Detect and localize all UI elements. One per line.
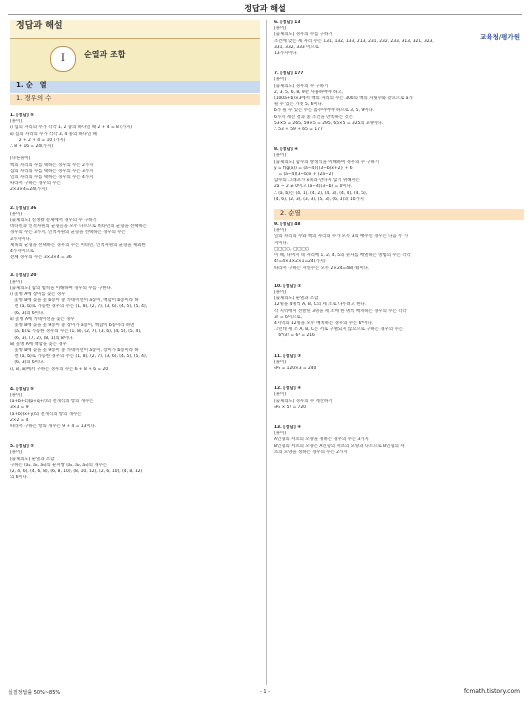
text-line: [풀이] [274, 431, 286, 437]
text-line: [풀이] [274, 359, 286, 365]
left-column [10, 20, 260, 481]
text-line: 6⁴/3! = 6³ = 216 [274, 333, 315, 339]
page-number: - 1 - [260, 689, 270, 695]
text-line: 각 지역에서 선발된 3명을 세 조에 한 명씩 배치하는 경우의 수는 각각 [274, 308, 407, 314]
right-column [274, 20, 524, 456]
question-header: 11. [정답] ③ [274, 353, 302, 359]
text-line: (6, 3)의 6이다. [10, 310, 45, 316]
text-line: (a, b)로 가능한 경우의 수는 (1, 8), (2, 7), (3, 6), (4, 5), (5, 4), [10, 329, 142, 335]
text-line: 따라서 구하는 항의 개수는 9 + 4 = 13이다. [10, 423, 97, 429]
text-line: ⅱ) 꽃병 A에 카네이션을 꽂는 경우 [10, 316, 75, 322]
chapter-number: I [50, 46, 76, 72]
text-line: ⅰ), ⅱ), ⅲ)에서 구하는 경우의 수는 6 + 8 + 6 = 20 [10, 366, 109, 372]
text-line: B인형의 서츠의 모양은 A인형의 셔츠의 모양과 다르므로 B인형의 셔 [274, 443, 405, 449]
text-line: A인형의 서츠의 모양을 정하는 경우의 수는 3가지 [274, 437, 369, 443]
text-line: [풀이] [274, 153, 286, 159]
text-line: 3×3 = 9 [10, 405, 29, 411]
text-line: [풀이] [10, 392, 22, 398]
text-line: 츠의 모양을 정하는 경우의 수는 2가지 [274, 449, 348, 455]
text-line: [풀이] [10, 119, 22, 125]
text-line: 4!=4×3×2×1=24(가지) [274, 259, 326, 265]
text-line: 53×5 = 265, 59×5 = 295, 65×5 = 325의 3개이다. [274, 120, 383, 126]
text-line: 331, 332, 333 이므로 [274, 44, 319, 50]
text-line: [출제의도] 경우의 수 계산하기 [274, 398, 333, 404]
footer-rate: 실질정답률 50%~85% [8, 690, 61, 696]
text-line: [다른풀이] [10, 156, 31, 162]
text-line: 따라서 구하는 경우의 수는 [10, 181, 61, 187]
text-line: [풀이] [10, 279, 22, 285]
text-line: 면 (a, b)로 가능한 경우의 수는 (1, 8), (2, 7), (3, 6), (4, 5), (5, 4), [10, 304, 148, 310]
question-header: 9. [정답] 48 [274, 222, 301, 228]
text-line: [출제의도] 경우의 수 구하기 [274, 83, 329, 89]
text-line: 조건에 맞는 세 자리 수는 131, 132, 133, 213, 231, 232, 233, 313, 321, 323, [274, 38, 434, 44]
text-line: 지이다. [274, 240, 289, 246]
text-line: [출제의도] 함수의 방정식을 이해하여 경우의 수 구하기 [274, 159, 380, 165]
question-header: 12. [정답] ④ [274, 386, 302, 392]
question-block [274, 20, 524, 57]
column-divider [266, 20, 267, 685]
text-line: (a+b+c)(p+q+r)의 전개식의 항의 개수는 [10, 399, 94, 405]
text-line: 의 6이다. [10, 475, 29, 481]
question-header: 1. [정답] ⑤ [10, 113, 34, 118]
text-line: [출제의도] 실생활 문제에서 경우의 수 구하기 [10, 218, 97, 224]
text-line: 2×3×4=24(가지) [10, 187, 47, 193]
text-line: 구하는 (a₁, a₂, a₃)의 순서쌍 (a₁, a₂, a₃)의 개수는 [10, 462, 107, 468]
text-line: 백의 자리의 수를 택하는 경우의 수는 2가지 [10, 162, 94, 168]
text-line: 꽃병 B에 꽂을 꽃 9송이 중 카네이션이 a송이, 장미가 b송이라 하 [10, 347, 139, 353]
question-header: 4. [정답] ⑤ [10, 386, 34, 392]
page-title: 정답과 해설 [244, 4, 286, 13]
question-block [10, 206, 260, 262]
text-line: 일의 자리의 수를 택하는 경우의 수는 4가지 [10, 175, 94, 181]
text-line: 경우의 수는 3가지, 인적자원의 균형을 선택하는 경우의 수는 [10, 230, 126, 236]
question-block [274, 147, 524, 203]
text-line: 2×2 = 4 [10, 417, 29, 423]
text-line: [풀이] [274, 77, 286, 83]
header-rule [8, 14, 522, 15]
answers-heading: 정답과 해설 [10, 20, 260, 39]
text-line: [풀이] [274, 26, 286, 32]
text-line: [출제의도] 순열과 조합 [10, 456, 55, 462]
subsection-heading: 1. 경우의 수 [10, 94, 260, 105]
text-line: [출제의도] 순열과 조합 [274, 296, 319, 302]
section-heading: 1. 순 열 [10, 81, 260, 93]
chapter-title: 순열과 조합 [84, 50, 126, 59]
source-tag: 교육청/평가원 [479, 33, 520, 41]
question-header: 3. [정답] 20 [10, 273, 37, 279]
question-block [10, 387, 260, 430]
text-line: ₅P₃ = 120×3 = 240 [274, 365, 317, 371]
text-line: (2, 4, 6), (4, 6, 8), (6, 8, 10), (8, 10, 12), (2, 6, 10), (4, 8, 12) [10, 468, 143, 474]
left-questions [10, 113, 260, 481]
text-line: [풀이] [274, 392, 286, 398]
text-line: ⅰ) 십의 자리의 수가 각각 1, 2 중의 하나일 때 2 + 4 = 8 (가지) [10, 125, 133, 131]
text-line: 2, 3, 5, 6, 8, 9만 사용하여야 하고, [274, 89, 343, 95]
text-line: 4지역의 12명을 모두 배치하는 경우의 수는 6⁴이다. [274, 320, 374, 326]
question-block [10, 273, 260, 372]
subsection-heading-2: 2. 순열 [274, 209, 524, 220]
text-line: □□□○, □□□○ [274, 246, 310, 252]
text-line: [출제의도] 합의 법칙을 이해하여 경우의 수를 구한다. [10, 285, 113, 291]
question-header: 6. [정답] 13 [274, 20, 301, 25]
text-line: ⅱ) 십의 자리의 수가 각각 3, 4 중의 하나일 때 [10, 131, 97, 137]
text-line: 전체 경우의 수는 3×3×4 = 36 [10, 255, 72, 261]
text-line: 3! = 6이므로, [274, 314, 302, 320]
text-line: (100a+b)×3에서 백의 자리의 수는 300의 백의 자릿수와 같으므로 a가 [274, 96, 413, 102]
text-line: (6, 3), (7, 2), (8, 1)의 8이다. [10, 335, 74, 341]
text-line: 꽃병 B에 꽂을 꽃 9송이 중 장미가 a송이, 백합이 b송이라 하면 [10, 323, 135, 329]
text-line: ⅰ) 꽃병 A에 장미를 꽂는 경우 [10, 292, 66, 298]
question-block [274, 425, 524, 456]
text-line: [풀이] [274, 228, 286, 234]
chapter-banner [10, 39, 260, 81]
text-line: (6, 3)의 6이다. [10, 360, 45, 366]
text-line: 꽃병 B에 꽂을 꽃 b송이 중 카네이션이 a송이, 백합이 b송이라 하 [10, 298, 139, 304]
question-header: 7. [정답] 177 [274, 71, 304, 77]
right-questions-2 [274, 222, 524, 456]
text-line: 일의 자리의 수와 백의 자리의 수가 모두 3의 배수인 경우는 다음 두 가 [274, 234, 409, 240]
text-line: 12명을 4명씩 A, B, C의 세 조로 나누려고 한다. [274, 302, 367, 308]
text-line: [풀이] [10, 450, 22, 456]
question-header: 5. [정답] ② [10, 444, 34, 450]
question-block [10, 113, 260, 194]
text-line: ₃P₂ × 5! = 720 [274, 404, 307, 410]
text-line: 그런데 세 조 A, B, C는 서로 구별되지 않으므로 구하는 경우의 수는 [274, 327, 404, 333]
text-line: ∴ 8 + 16 = 24(가지) [10, 144, 54, 150]
text-line: 함수의 그래프가 x축과 만나지 않기 위해서는 [274, 178, 360, 184]
question-block [274, 284, 524, 340]
question-block [274, 386, 524, 411]
text-line: 비타민과 인적자원의 균형들을 모두 다르므로 비타민의 균형을 선택하는 [10, 224, 148, 230]
text-line: 3가지이다. [10, 236, 32, 242]
question-block [274, 354, 524, 373]
text-line: 4가지이므로 [10, 249, 35, 255]
question-block [274, 71, 524, 133]
text-line: (4, 6), (2, 3), (3, 3), (5, 3), (6, 3)의 10가지 [274, 196, 364, 202]
text-line: b가 될 수 있는 수는 흡수이어야 하므로 3, 5, 9이다. [274, 108, 375, 114]
text-line: 제목의 균형을 선택하는 경우의 수는 미타민, 인적자원의 균형을 제외한 [10, 242, 146, 248]
text-line: [풀이] [274, 289, 286, 295]
text-line: 될 수 있는 가짓 5, 6이다. [274, 102, 324, 108]
text-line: 면 (a, b)로 가능한 경우의 수는 (1, 8), (2, 7), (3, 6), (4, 5), (5, 4), [10, 354, 148, 360]
text-line: [출제의도] 경우의 수를 구하기 [274, 32, 333, 38]
text-line: = (a−4)(3−b)x + (2a−2) [274, 172, 334, 178]
text-line: (a+b)(x+y)의 전개식의 항의 개수는 [10, 411, 82, 417]
question-header: 13. [정답] ④ [274, 424, 302, 430]
text-line: y = f(g(x)) = (a−4){(3−b)x+2} + 6 [274, 165, 353, 171]
text-line: 2 + 2 + 4 = 10 (가지) [10, 137, 66, 143]
text-line: 2a − 2 ≠ 0이고 (a−4)(3−b) = 0이다. [274, 184, 353, 190]
right-questions [274, 20, 524, 203]
question-header: 2. [정답] 36 [10, 205, 37, 211]
text-line: 6가지 계산 결과 중 조건을 만족하는 것은 [274, 114, 354, 120]
text-line: 십의 자리의 수를 택하는 경우의 수는 3가지 [10, 168, 94, 174]
footer-site: fcmath.tistory.com [463, 688, 520, 695]
text-line: ∴ 53 + 59 + 65 = 177 [274, 127, 323, 133]
text-line: [풀이] [10, 211, 22, 217]
question-block [274, 222, 524, 272]
text-line: ⅲ) 꽃병 A에 백합을 꽂는 경우 [10, 341, 67, 347]
text-line: 13가지이다. [274, 51, 298, 57]
text-line: 따라서 구하는 자연수는 모두 2×24=48(개)이다. [274, 265, 370, 271]
question-header: 10. [정답] ③ [274, 283, 302, 289]
question-header: 8. [정답] ④ [274, 147, 298, 153]
text-line: ∴ (a, b)는 (4, 1), (4, 2), (4, 3), (4, 4), (4, 5), [274, 190, 368, 196]
question-block [10, 444, 260, 481]
text-line: 이 때, 나머지 네 자리에 1, 2, 4, 5의 숫자를 배열하는 방법의 수는 각각 [274, 253, 411, 259]
